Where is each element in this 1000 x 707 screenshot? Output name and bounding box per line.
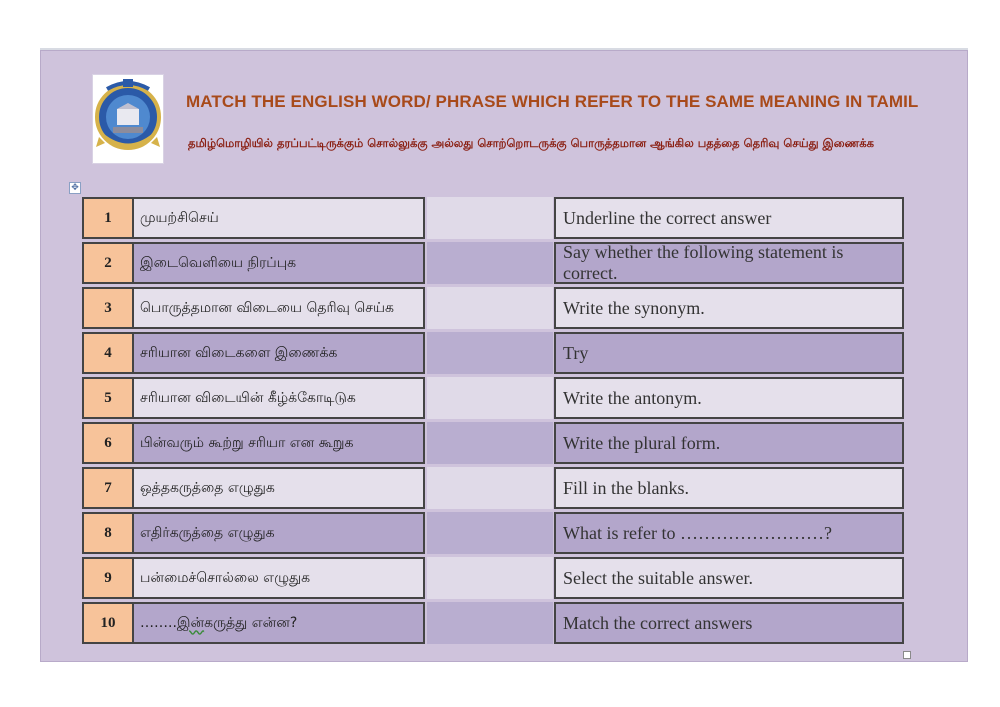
row-number: 7 (82, 467, 134, 509)
row-number: 10 (82, 602, 134, 644)
page-subtitle: தமிழ்மொழியில் தரப்பட்டிருக்கும் சொல்லுக்கு அல்லது சொற்றொடருக்கு பொருத்தமான ஆங்கில பதத்தை தெரிவு செய்து இணைக்க (188, 136, 874, 150)
tamil-phrase: சரியான விடையின் கீழ்க்கோடிடுக (134, 377, 425, 419)
english-phrase[interactable]: Say whether the following statement is correct. (554, 242, 904, 284)
match-gap (427, 467, 553, 509)
row-number: 9 (82, 557, 134, 599)
table-resize-handle[interactable] (903, 651, 911, 659)
match-gap (427, 287, 553, 329)
tamil-phrase: முயற்சிசெய் (134, 197, 425, 239)
match-gap (427, 422, 553, 464)
page-title: MATCH THE ENGLISH WORD/ PHRASE WHICH REFER TO THE SAME MEANING IN TAMIL (186, 92, 919, 111)
tamil-phrase (134, 602, 425, 644)
tamil-phrase-word: இன் (176, 614, 205, 631)
match-gap (427, 242, 553, 284)
worksheet-page (40, 50, 968, 662)
english-phrase[interactable]: Underline the correct answer (554, 197, 904, 239)
match-gap (427, 512, 553, 554)
tamil-phrase: பின்வரும் கூற்று சரியா என கூறுக (134, 422, 425, 464)
table-row (82, 465, 906, 509)
table-row (82, 555, 906, 599)
table-row (82, 420, 906, 464)
tamil-phrase: இடைவெளியை நிரப்புக (134, 242, 425, 284)
table-row (82, 510, 906, 554)
tamil-phrase: ஒத்தகருத்தை எழுதுக (134, 467, 425, 509)
english-phrase[interactable]: Select the suitable answer. (554, 557, 904, 599)
table-row (82, 375, 906, 419)
match-gap (427, 602, 553, 644)
table-row (82, 330, 906, 374)
row-number: 1 (82, 197, 134, 239)
row-number: 5 (82, 377, 134, 419)
english-phrase[interactable]: What is refer to ……………………? (554, 512, 904, 554)
english-phrase[interactable]: Match the correct answers (554, 602, 904, 644)
match-gap (427, 377, 553, 419)
tamil-phrase-suffix: கருத்து என்ன? (204, 614, 298, 631)
row-number: 8 (82, 512, 134, 554)
match-gap (427, 557, 553, 599)
match-gap (427, 197, 553, 239)
english-phrase[interactable]: Write the synonym. (554, 287, 904, 329)
tamil-phrase: பொருத்தமான விடையை தெரிவு செய்க (134, 287, 425, 329)
row-number: 3 (82, 287, 134, 329)
tamil-phrase: சரியான விடைகளை இணைக்க (134, 332, 425, 374)
english-phrase[interactable]: Fill in the blanks. (554, 467, 904, 509)
table-row (82, 195, 906, 239)
tamil-phrase: எதிர்கருத்தை எழுதுக (134, 512, 425, 554)
row-number: 4 (82, 332, 134, 374)
table-row (82, 285, 906, 329)
table-row (82, 600, 906, 644)
match-gap (427, 332, 553, 374)
table-row (82, 240, 906, 284)
school-logo (92, 74, 164, 164)
tamil-phrase-prefix: …….. (140, 614, 177, 631)
table-move-icon[interactable]: ✥ (69, 182, 81, 194)
tamil-phrase: பன்மைச்சொல்லை எழுதுக (134, 557, 425, 599)
row-number: 2 (82, 242, 134, 284)
english-phrase[interactable]: Write the antonym. (554, 377, 904, 419)
row-number: 6 (82, 422, 134, 464)
english-phrase[interactable]: Try (554, 332, 904, 374)
english-phrase[interactable]: Write the plural form. (554, 422, 904, 464)
